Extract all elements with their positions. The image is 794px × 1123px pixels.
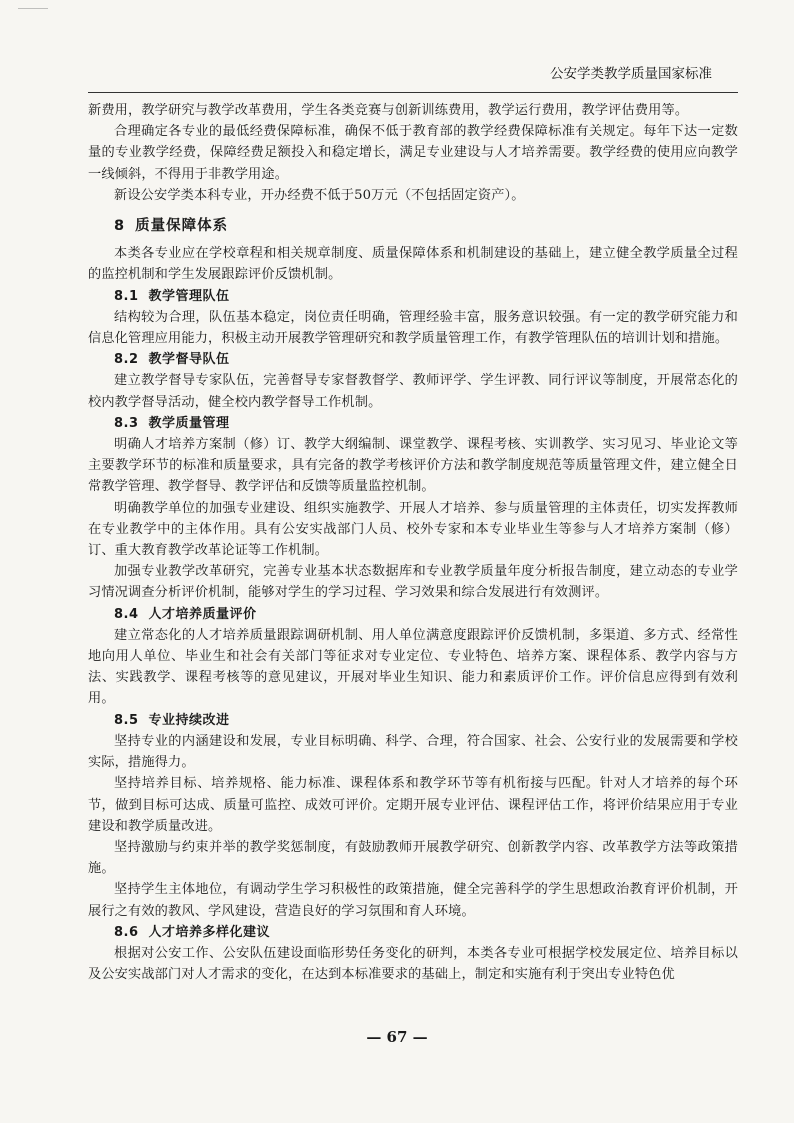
section-heading [114,216,738,237]
paragraph: 明确教学单位的加强专业建设、组织实施教学、开展人才培养、参与质量管理的主体责任，切实发挥教师在专业教学中的主体作用。具有公安实战部门人员、校外专家和本专业毕业生等参与人才培养方案制（修）订、重大教育教学改革论证等工作机制。 [88,500,738,559]
subsection-number: 8.3 [114,415,139,431]
paragraph: 结构较为合理，队伍基本稳定，岗位责任明确，管理经验丰富，服务意识较强。有一定的教学研究能力和信息化管理应用能力，积极主动开展教学管理研究和教学质量管理工作，有教学管理队伍的培训计划和措施。 [88,309,738,347]
subsection-number: 8.5 [114,712,139,728]
subsection-title: 教学督导队伍 [148,352,230,368]
subsection-number: 8.2 [114,352,139,368]
paragraph: 坚持激励与约束并举的教学奖惩制度，有鼓励教师开展教学研究、创新教学内容、改革教学方法等政策措施。 [88,839,738,877]
page-number: — 67 — [366,1028,428,1046]
paragraph: 坚持专业的内涵建设和发展，专业目标明确、科学、合理，符合国家、社会、公安行业的发展需要和学校实际，措施得力。 [88,733,738,771]
paragraph: 合理确定各专业的最低经费保障标准，确保不低于教育部的教学经费保障标准有关规定。每年下达一定数量的专业教学经费，保障经费足额投入和稳定增长，满足专业建设与人才培养需要。教学经费的使用应向教学一线倾斜，不得用于非教学用途。 [88,124,738,182]
subsection-title: 专业持续改进 [148,712,230,728]
paragraph: 加强专业教学改革研究，完善专业基本状态数据库和专业教学质量年度分析报告制度，建立动态的专业学习情况调查分析评价机制，能够对学生的学习过程、学习效果和综合发展进行有效测评。 [88,564,738,601]
paragraph: 坚持培养目标、培养规格、能力标准、课程体系和教学环节等有机衔接与匹配。针对人才培养的每个环节，做到目标可达成、质量可监控、成效可评价。定期开展专业评估、课程评估工作，将评价结果应用于专业建设和教学质量改进。 [88,776,738,834]
paragraph: 新费用，教学研究与教学改革费用，学生各类竞赛与创新训练费用，教学运行费用，教学评估费用等。 [88,103,689,118]
running-header: 公安学类教学质量国家标准 [550,66,712,82]
subsection-title: 人才培养多样化建议 [148,924,271,940]
scan-artifact [18,8,48,21]
subsection-heading [114,413,738,434]
section-title: 质量保障体系 [135,218,229,235]
subsection-heading [114,922,738,943]
paragraph: 明确人才培养方案制（修）订、教学大纲编制、课堂教学、课程考核、实训教学、实习见习、毕业论文等主要教学环节的标准和质量要求，具有完备的教学考核评价方法和教学制度规范等质量管理文件，建立健全日常教学管理、教学督导、教学评估和反馈等质量监控机制。 [88,437,738,495]
subsection-number: 8.1 [114,288,139,304]
subsection-heading [114,349,738,370]
paragraph: 新设公安学类本科专业，开办经费不低于50万元（不包括固定资产）。 [114,187,525,203]
paragraph: 坚持学生主体地位，有调动学生学习积极性的政策措施，健全完善科学的学生思想政治教育评价机制，开展行之有效的教风、学风建设，营造良好的学习氛围和育人环境。 [88,882,738,919]
subsection-title: 教学管理队伍 [148,288,230,304]
subsection-title: 人才培养质量评价 [148,606,257,622]
paragraph: 建立教学督导专家队伍，完善督导专家督教督学、教师评学、学生评教、同行评议等制度，开展常态化的校内教学督导活动，健全校内教学督导工作机制。 [88,373,738,410]
header-rule [88,92,738,93]
section-number: 8 [114,218,126,235]
subsection-heading [114,710,738,731]
subsection-number: 8.6 [114,924,139,940]
page-body [88,100,738,985]
subsection-heading [114,604,738,625]
subsection-title: 教学质量管理 [148,415,230,431]
paragraph: 根据对公安工作、公安队伍建设面临形势任务变化的研判，本类各专业可根据学校发展定位、培养目标以及公安实战部门对人才需求的变化，在达到本标准要求的基础上，制定和实施有利于突出专业特色优 [88,945,738,983]
subsection-number: 8.4 [114,606,139,622]
paragraph: 建立常态化的人才培养质量跟踪调研机制、用人单位满意度跟踪评价反馈机制，多渠道、多方式、经常性地向用人单位、毕业生和社会有关部门等征求对专业定位、专业特色、培养方案、课程体系、教学内容与方法、实践教学、课程考核等的意见建议，开展对毕业生知识、能力和素质评价工作。评价信息应得到有效利用。 [88,627,738,707]
subsection-heading [114,286,738,307]
paragraph: 本类各专业应在学校章程和相关规章制度、质量保障体系和机制建设的基础上，建立健全教学质量全过程的监控机制和学生发展跟踪评价反馈机制。 [88,246,738,283]
